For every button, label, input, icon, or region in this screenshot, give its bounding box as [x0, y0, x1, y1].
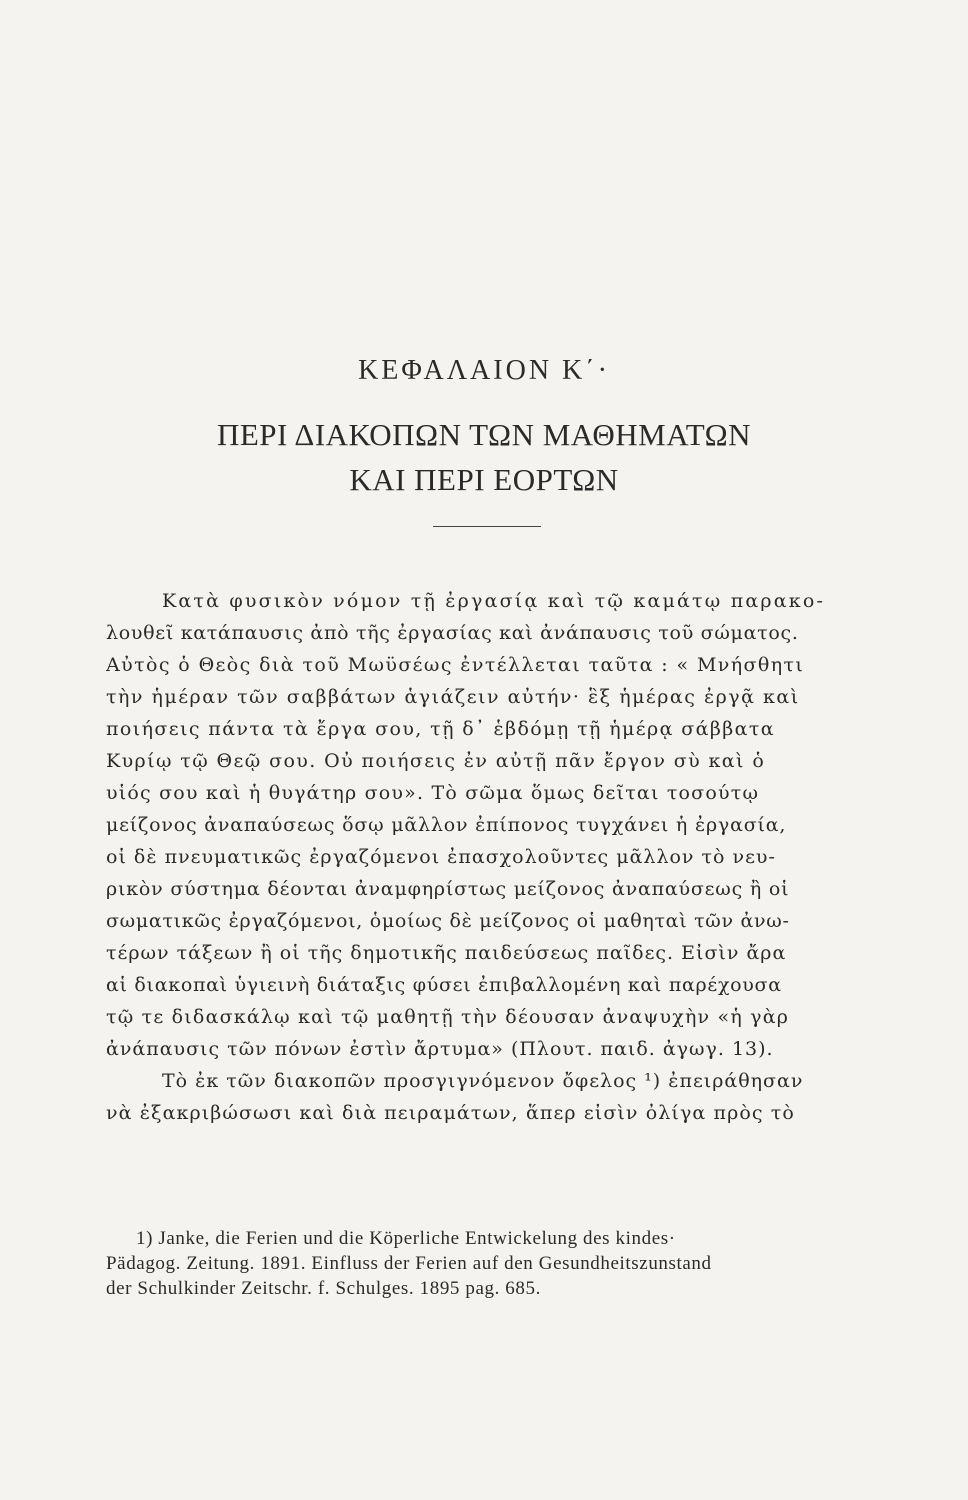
body-line: υἱός σου καὶ ἡ θυγάτηρ σου». Τὸ σῶμα ὅμως δεῖται τοσούτῳ	[106, 782, 760, 804]
body-line: Κυρίῳ τῷ Θεῷ σου. Οὐ ποιήσεις ἐν αὐτῇ πᾶν ἔργον σὺ καὶ ὁ	[106, 750, 766, 772]
title-divider	[433, 526, 541, 527]
footnote-line: 1) Janke, die Ferien und die Köperliche Entwickelung des kindes·	[136, 1228, 676, 1249]
chapter-title-line-2: ΚΑΙ ΠΕΡΙ ΕΟΡΤΩΝ	[349, 462, 619, 497]
body-line: νὰ ἐξακριβώσωσι καὶ διὰ πειραμάτων, ἅπερ εἰσὶν ὀλίγα πρὸς τὸ	[106, 1102, 795, 1124]
body-line: σωματικῶς ἐργαζόμενοι, ὁμοίως δὲ μείζονος οἱ μαθηταὶ τῶν ἀνω-	[106, 910, 790, 932]
footnote-line: der Schulkinder Zeitschr. f. Schulges. 1895 pag. 685.	[106, 1278, 541, 1299]
body-line: Αὐτὸς ὁ Θεὸς διὰ τοῦ Μωϋσέως ἐντέλλεται ταῦτα : « Μνήσθητι	[106, 654, 805, 676]
body-line: Τὸ ἐκ τῶν διακοπῶν προσγιγνόμενον ὄφελος ¹) ἐπειράθησαν	[162, 1070, 804, 1092]
chapter-label: ΚΕΦΑΛΑΙΟΝ Κ΄·	[358, 355, 610, 386]
body-line: λουθεῖ κατάπαυσις ἀπὸ τῆς ἐργασίας καὶ ἀνάπαυσις τοῦ σώματος.	[106, 622, 799, 644]
body-line: τέρων τάξεων ἢ οἱ τῆς δημοτικῆς παιδεύσεως παῖδες. Εἰσὶν ἄρα	[106, 942, 787, 964]
body-line: ρικὸν σύστημα δέονται ἀναμφηρίστως μείζονος ἀναπαύσεως ἢ οἱ	[106, 878, 790, 900]
body-line: ποιήσεις πάντα τὰ ἔργα σου, τῇ δ᾽ ἑβδόμῃ τῇ ἡμέρᾳ σάββατα	[106, 718, 775, 740]
body-line: τῷ τε διδασκάλῳ καὶ τῷ μαθητῇ τὴν δέουσαν ἀναψυχὴν «ἡ γὰρ	[106, 1006, 790, 1028]
body-line: ἀνάπαυσις τῶν πόνων ἐστὶν ἄρτυμα» (Πλουτ. παιδ. ἀγωγ. 13).	[106, 1038, 774, 1060]
body-line: αἱ διακοπαὶ ὑγιεινὴ διάταξις φύσει ἐπιβαλλομένη καὶ παρέχουσα	[106, 974, 782, 996]
footnote-line: Pädagog. Zeitung. 1891. Einfluss der Ferien auf den Gesundheitszunstand	[106, 1253, 712, 1274]
body-line: οἱ δὲ πνευματικῶς ἐργαζόμενοι ἐπασχολοῦντες μᾶλλον τὸ νευ-	[106, 846, 776, 868]
body-line: μείζονος ἀναπαύσεως ὅσῳ μᾶλλον ἐπίπονος τυγχάνει ἡ ἐργασία,	[106, 814, 787, 836]
body-line: τὴν ἡμέραν τῶν σαββάτων ἁγιάζειν αὐτήν· ἓξ ἡμέρας ἐργᾷ καὶ	[106, 686, 800, 708]
chapter-title-line-1: ΠΕΡΙ ΔΙΑΚΟΠΩΝ ΤΩΝ ΜΑΘΗΜΑΤΩΝ	[216, 417, 752, 452]
body-line: Κατὰ φυσικὸν νόμον τῇ ἐργασίᾳ καὶ τῷ καμάτῳ παρακο-	[162, 590, 826, 612]
